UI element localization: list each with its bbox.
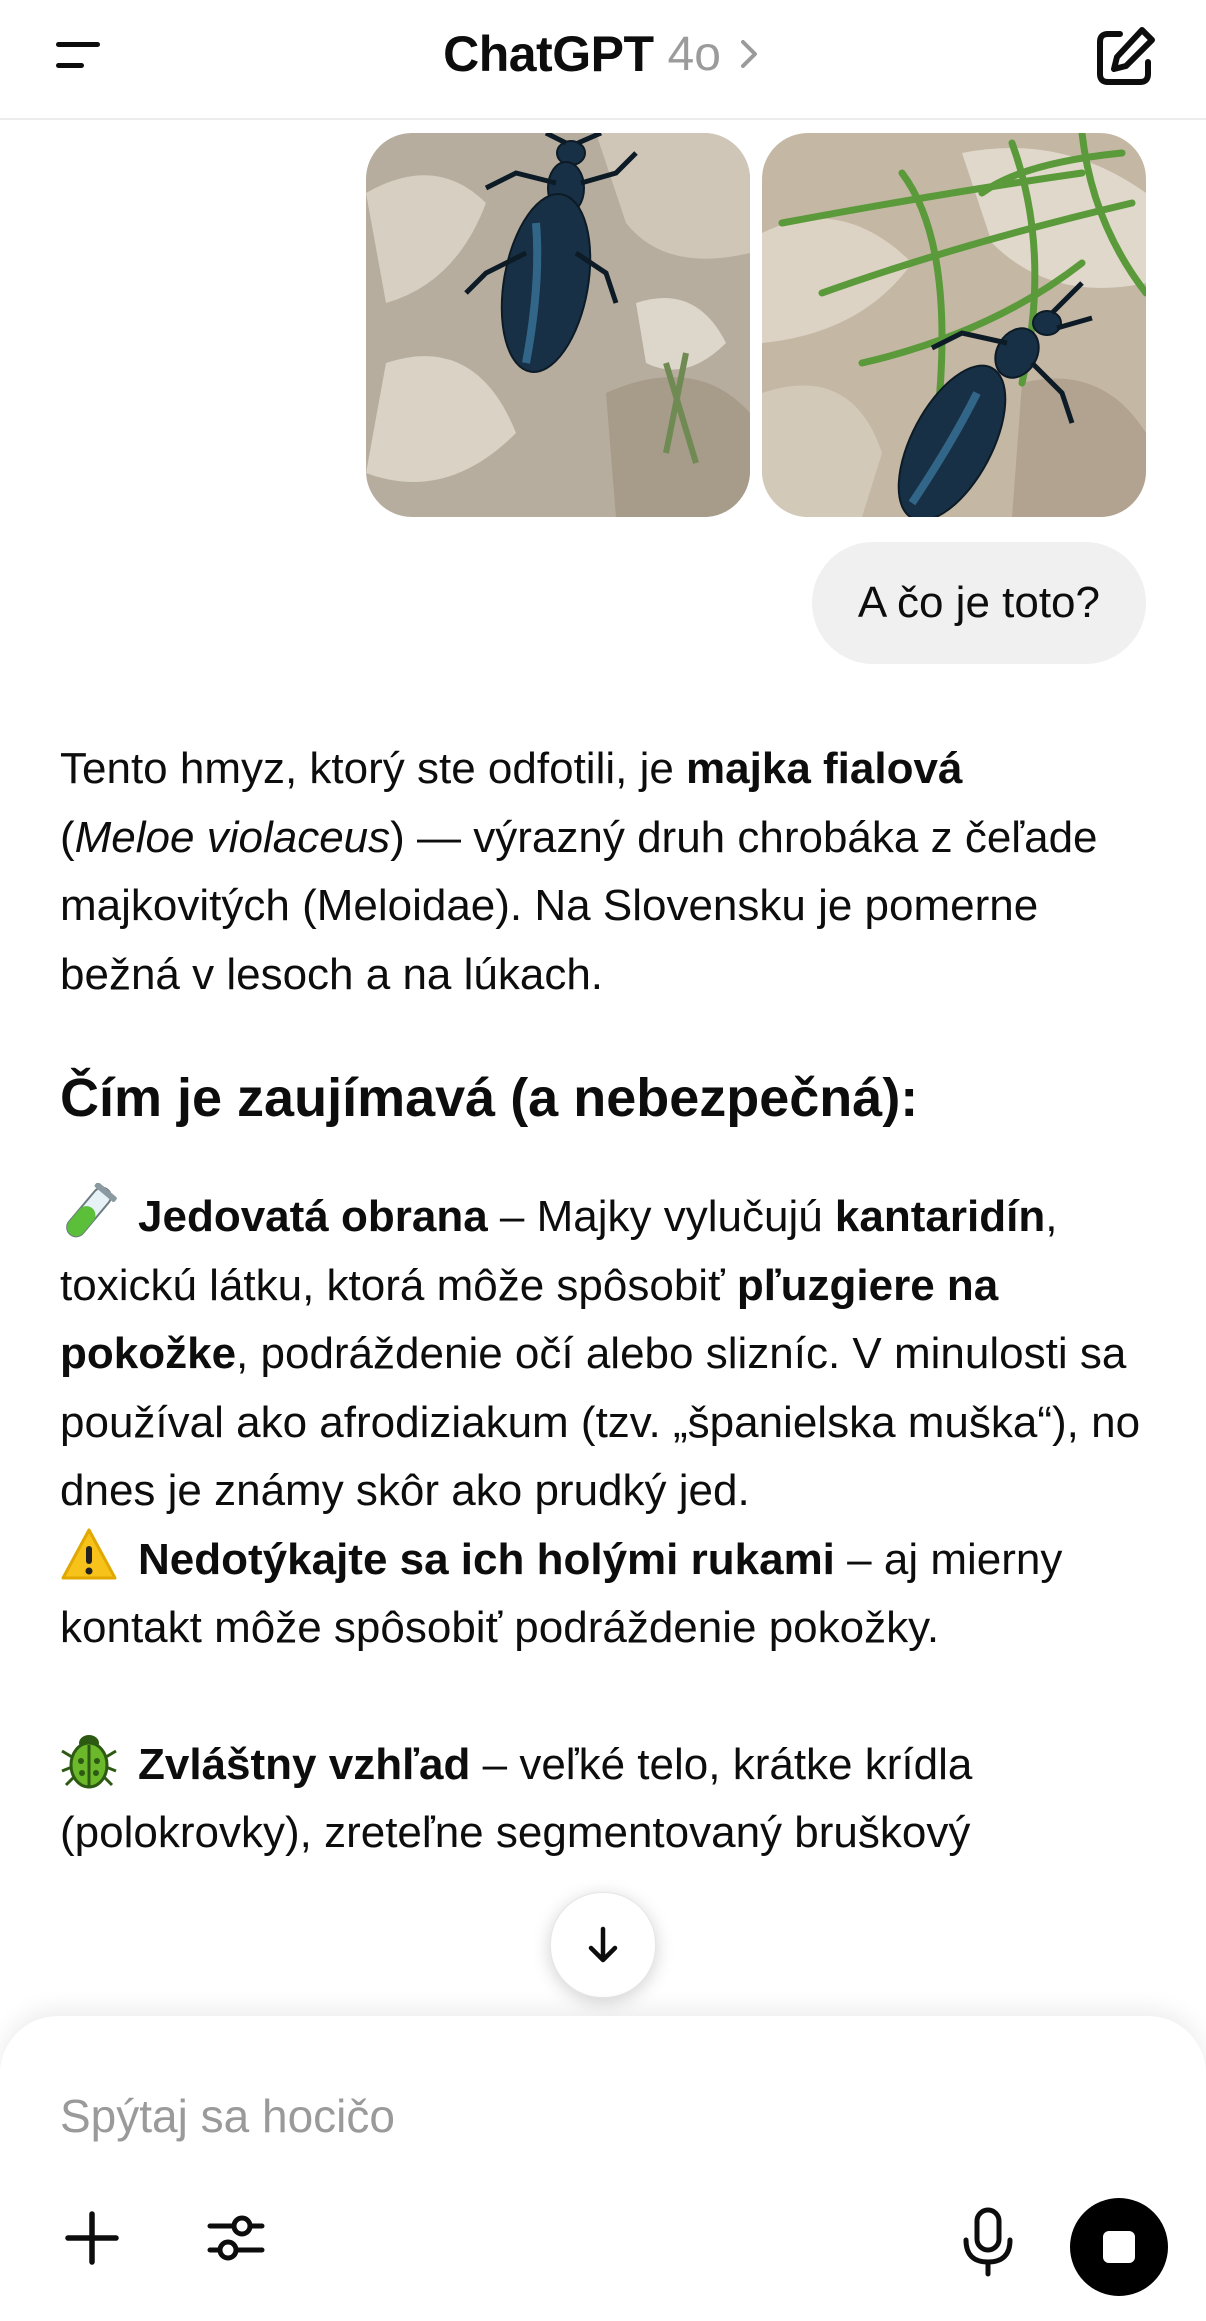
beetle-icon xyxy=(60,1731,118,1789)
model-label: 4o xyxy=(667,27,721,81)
warning-icon xyxy=(60,1526,118,1584)
microphone-button[interactable] xyxy=(952,2202,1024,2282)
appearance-paragraph: Zvláštny vzhľad – veľké telo, krátke krídla (polokrovky), zreteľne segmentovaný bruškový xyxy=(60,1731,1160,1868)
latin-name: Meloe violaceus xyxy=(74,812,391,862)
message-input[interactable] xyxy=(60,2076,960,2156)
new-chat-icon[interactable] xyxy=(1086,20,1162,96)
sliders-icon xyxy=(204,2206,268,2270)
chevron-right-icon xyxy=(735,34,763,74)
species-name: majka fialová xyxy=(686,744,963,793)
tools-button[interactable] xyxy=(196,2202,276,2274)
uploaded-photo-beetle-2[interactable] xyxy=(762,133,1146,517)
assistant-message xyxy=(60,735,1160,1868)
section-heading: Čím je zaujímavá (a nebezpečná): xyxy=(60,1068,919,1128)
microphone-icon xyxy=(958,2206,1018,2278)
test-tube-icon xyxy=(60,1183,118,1241)
warning-paragraph: Nedotýkajte sa ich holými rukami – aj mierny kontakt môže spôsobiť podráždenie pokožky. xyxy=(60,1526,1160,1663)
poison-paragraph: Jedovatá obrana – Majky vylučujú kantaridín, toxickú látku, ktorá môže spôsobiť pľuzgiere na pokožke, podráždenie očí alebo slizníc. V minulosti sa používal ako afrodiziakum (tzv. „španielska muška“), no dnes je známy skôr ako prudký jed. xyxy=(60,1183,1160,1526)
uploaded-photo-beetle-1[interactable] xyxy=(366,133,750,517)
arrow-down-icon xyxy=(579,1921,627,1969)
model-selector[interactable] xyxy=(0,24,1206,84)
stop-button[interactable] xyxy=(1070,2198,1168,2296)
user-message-bubble: A čo je toto? xyxy=(812,542,1146,664)
app-title: ChatGPT xyxy=(443,26,654,82)
answer-intro: Tento hmyz, ktorý ste odfotili, je majka fialová (Meloe violaceus) — výrazný druh chrobáka z čeľade majkovitých (Meloidae). Na Slovensku je pomerne bežná v lesoch a na lúkach. xyxy=(60,744,1098,999)
top-bar xyxy=(0,0,1206,120)
scroll-to-bottom-button[interactable] xyxy=(550,1892,656,1998)
plus-button[interactable] xyxy=(56,2202,128,2274)
stop-icon xyxy=(1101,2229,1137,2265)
composer xyxy=(0,2016,1206,2321)
plus-icon xyxy=(62,2208,122,2268)
